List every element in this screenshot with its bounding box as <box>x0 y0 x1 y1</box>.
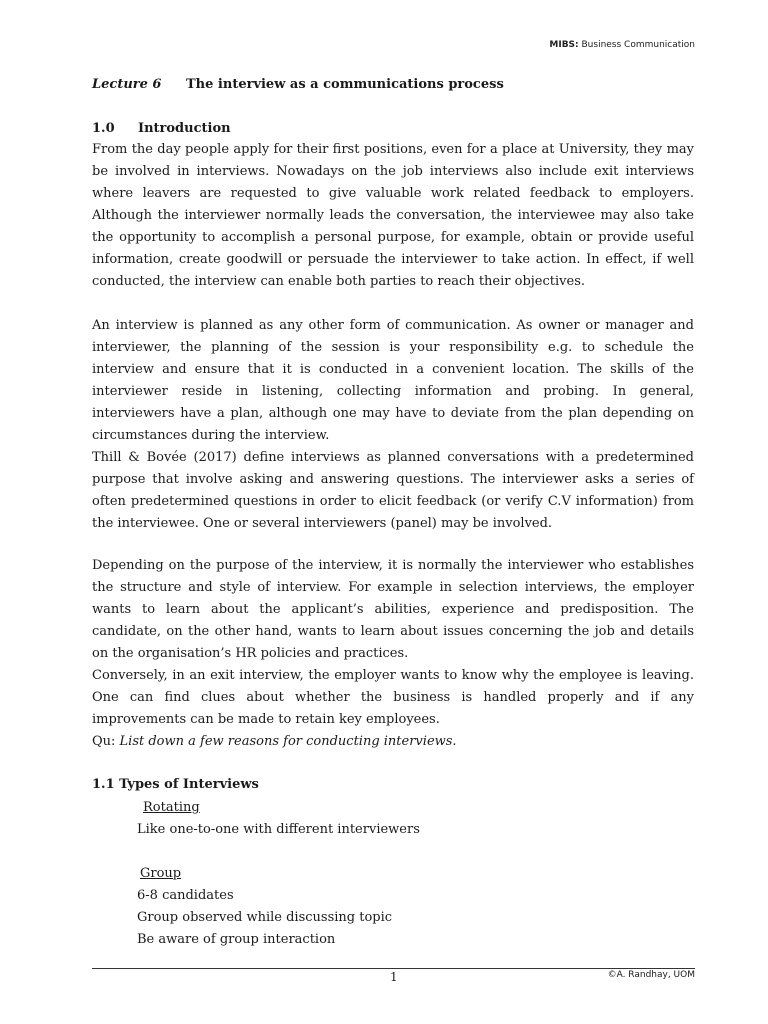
section-heading-introduction <box>92 121 231 136</box>
paragraph-4 <box>92 555 694 665</box>
question-prefix: Qu: <box>92 734 120 749</box>
type-group-title: Group <box>140 866 182 881</box>
paragraph-2 <box>92 315 694 447</box>
group-line: Group observed while discussing topic <box>137 910 393 925</box>
type-rotating-title: Rotating <box>143 800 200 815</box>
section-title: 1.1 Types of Interviews <box>92 777 259 792</box>
paragraph-text: Depending on the purpose of the interview, it is normally the interviewer who establishes the structure and style of interview. For example in selection interviews, the employer wants to learn about the applicant’s abilities, experience and predisposition. The candidate, on the other hand, wants to learn about issues concerning the job and details on the organisation’s HR policies and practices. <box>92 558 694 661</box>
question-line <box>92 731 694 753</box>
footer-divider <box>92 968 695 969</box>
paragraph-5 <box>92 665 694 731</box>
lecture-heading <box>92 77 504 92</box>
paragraph-text: Thill & Bovée (2017) define interviews as planned conversations with a predetermined purpose that involve asking and answering questions. The interviewer asks a series of often predetermined questions in order to elicit feedback (or verify C.V information) from the interviewee. One or several interviewers (panel) may be involved. <box>92 450 694 531</box>
group-line: 6-8 candidates <box>137 888 234 903</box>
course-code: MIBS: <box>549 40 579 50</box>
running-header <box>549 40 695 50</box>
lecture-title: The interview as a communications process <box>186 77 504 92</box>
paragraph-1 <box>92 139 694 293</box>
type-rotating-desc: Like one-to-one with different interviewers <box>137 822 420 837</box>
group-line: Be aware of group interaction <box>137 932 336 947</box>
paragraph-text: An interview is planned as any other form of communication. As owner or manager and interviewer, the planning of the session is your responsibility e.g. to schedule the interview and ensure that it is conducted in a convenient location. The skills of the interviewer reside in listening, collecting information and probing. In general, interviewers have a plan, although one may have to deviate from the plan depending on circumstances during the interview. <box>92 318 694 443</box>
paragraph-text: Conversely, in an exit interview, the employer wants to know why the employee is leaving. One can find clues about whether the business is handled properly and if any improvements can be made to retain key employees. <box>92 668 694 727</box>
copyright-notice: ©A. Randhay, UOM <box>607 970 695 980</box>
lecture-number: Lecture 6 <box>92 77 162 92</box>
question-text: List down a few reasons for conducting interviews. <box>119 734 457 749</box>
page-number: 1 <box>390 970 398 984</box>
section-title: Introduction <box>138 121 231 136</box>
section-number: 1.0 <box>92 121 115 136</box>
section-heading-types <box>92 777 259 792</box>
paragraph-text: From the day people apply for their first positions, even for a place at University, they may be involved in interviews. Nowadays on the job interviews also include exit interviews where leavers are requested to give valuable work related feedback to employers. Although the interviewer normally leads the conversation, the interviewee may also take the opportunity to accomplish a personal purpose, for example, obtain or provide useful information, create goodwill or persuade the interviewer to take action. In effect, if well conducted, the interview can enable both parties to reach their objectives. <box>92 142 694 289</box>
paragraph-3 <box>92 447 694 535</box>
course-name: Business Communication <box>578 40 695 50</box>
